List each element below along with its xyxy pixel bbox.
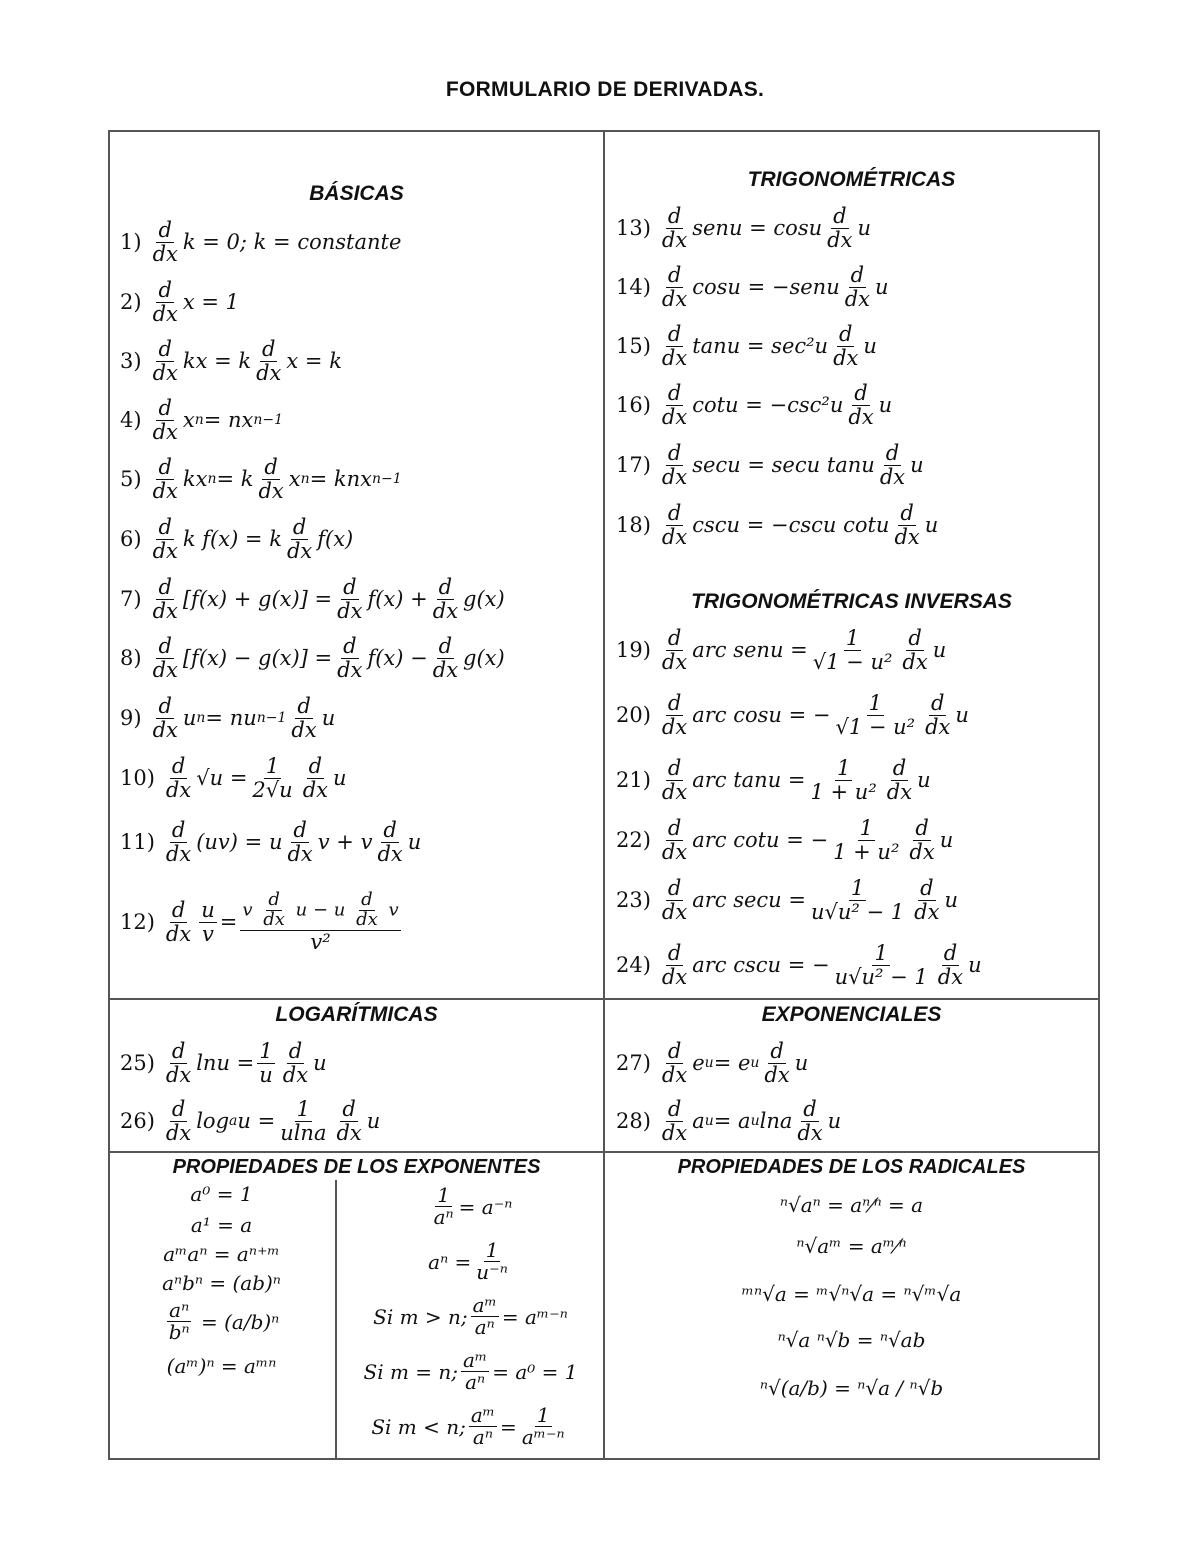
formula-21: 21) $\frac{d}{dx}$ arc tanu = $\frac{1}{\text{1 + u²}}$ $\frac{d}{dx}$ u [616,756,931,804]
formula-5: 5) $\frac{d}{dx}$ kx n = k $\frac{d}{dx}$ x n = knx n−1 [120,455,402,503]
heading-prop-exp: PROPIEDADES DE LOS EXPONENTES [172,1156,541,1178]
formula-17: 17) $\frac{d}{dx}$ secu = secu tanu $\frac{d}{dx}$ u [616,441,924,489]
formula-4: 4) $\frac{d}{dx}$ x n = nx n−1 [120,396,284,444]
formula-26: 26) $\frac{d}{dx}$ log a u = $\frac{1}{ulna}$ $\frac{d}{dx}$ u [120,1097,381,1145]
formula-24: 24) $\frac{d}{dx}$ arc cscu = − $\frac{1}{\text{u√u² − 1}}$ $\frac{d}{dx}$ u [616,941,982,989]
prop-exp-11: Si m < n; $\frac{\text{aᵐ}}{\text{aⁿ}}$ = $\frac{1}{\text{aᵐ⁻ⁿ}}$ [371,1403,565,1449]
heading-prop-rad: PROPIEDADES DE LOS RADICALES [677,1156,1026,1178]
prop-rad-4: ⁿ√a ⁿ√b = ⁿ√ab [777,1328,926,1352]
formula-9: 9) $\frac{d}{dx}$ u n = nu n−1 $\frac{d}{dx}$ u [120,694,336,742]
formula-sheet [108,130,1100,1460]
formula-11: 11) $\frac{d}{dx}$ (uv) = u $\frac{d}{dx}$ v + v $\frac{d}{dx}$ u [120,818,422,866]
formula-1: 1) $\frac{d}{dx}$ k = 0; k = constante [120,218,402,266]
formula-12: 12) $\frac{d}{dx}$ $\frac{u}{v}$ = v $\frac{d}{dx}$ u − u $\frac{d}{dx}$ v v² [120,889,399,954]
prop-rad-5: ⁿ√(a/b) = ⁿ√a / ⁿ√b [759,1376,944,1400]
prop-exp-7: $\frac{1}{\text{aⁿ}}$ = a⁻ⁿ [433,1183,513,1229]
heading-basicas: BÁSICAS [309,182,404,205]
formula-10: 10) $\frac{d}{dx}$ √u = $\frac{1}{2√u}$ $\frac{d}{dx}$ u [120,754,347,802]
formula-8: 8) $\frac{d}{dx}$ [f(x) − g(x)] = $\frac{d}{dx}$ f(x) − $\frac{d}{dx}$ g(x) [120,634,505,682]
formula-19: 19) $\frac{d}{dx}$ arc senu = $\frac{1}{\text{√1 − u²}}$ $\frac{d}{dx}$ u [616,626,947,674]
prop-exp-9: Si m > n; $\frac{\text{aᵐ}}{\text{aⁿ}}$ = aᵐ⁻ⁿ [373,1293,568,1339]
heading-trig: TRIGONOMÉTRICAS [747,168,956,191]
formula-14: 14) $\frac{d}{dx}$ cosu = −senu $\frac{d}{dx}$ u [616,263,889,311]
prop-exp-4: aⁿbⁿ = (ab)ⁿ [162,1271,281,1295]
formula-22: 22) $\frac{d}{dx}$ arc cotu = − $\frac{1}{\text{1 + u²}}$ $\frac{d}{dx}$ u [616,816,954,864]
formula-25: 25) $\frac{d}{dx}$ lnu = $\frac{1}{u}$ $\frac{d}{dx}$ u [120,1039,327,1087]
heading-log: LOGARÍTMICAS [275,1003,438,1026]
prop-exp-2: a¹ = a [190,1213,253,1237]
formula-16: 16) $\frac{d}{dx}$ cotu = −csc²u $\frac{d}{dx}$ u [616,381,893,429]
formula-28: 28) $\frac{d}{dx}$ a u = a u lna $\frac{d}{dx}$ u [616,1097,842,1145]
formula-27: 27) $\frac{d}{dx}$ e u = e u $\frac{d}{dx}$ u [616,1039,809,1087]
prop-rad-3: ᵐⁿ√a = ᵐ√ⁿ√a = ⁿ√ᵐ√a [741,1282,962,1306]
formula-6: 6) $\frac{d}{dx}$ k f(x) = k $\frac{d}{dx}$ f(x) [120,515,354,563]
prop-exp-10: Si m = n; $\frac{\text{aᵐ}}{\text{aⁿ}}$ = a⁰ = 1 [363,1348,578,1394]
formula-23: 23) $\frac{d}{dx}$ arc secu = $\frac{1}{\text{u√u² − 1}}$ $\frac{d}{dx}$ u [616,876,958,924]
prop-exp-1: a⁰ = 1 [190,1182,253,1206]
formula-3: 3) $\frac{d}{dx}$ kx = k $\frac{d}{dx}$ x = k [120,337,342,385]
prop-rad-2: ⁿ√aᵐ = aᵐ⁄ⁿ [796,1234,907,1258]
formula-13: 13) $\frac{d}{dx}$ senu = cosu $\frac{d}{dx}$ u [616,204,871,252]
formula-20: 20) $\frac{d}{dx}$ arc cosu = − $\frac{1}{\text{√1 − u²}}$ $\frac{d}{dx}$ u [616,691,969,739]
formula-2: 2) $\frac{d}{dx}$ x = 1 [120,278,240,326]
divider [335,1180,337,1460]
formula-18: 18) $\frac{d}{dx}$ cscu = −cscu cotu $\frac{d}{dx}$ u [616,501,939,549]
prop-exp-6: (aᵐ)ⁿ = aᵐⁿ [166,1354,277,1378]
prop-exp-3: aᵐaⁿ = aⁿ⁺ᵐ [163,1242,280,1266]
prop-exp-5: $\frac{\text{aⁿ}}{\text{bⁿ}}$ = (a/b)ⁿ [168,1298,280,1344]
prop-exp-8: aⁿ = $\frac{1}{\text{u⁻ⁿ}}$ [428,1238,508,1284]
prop-rad-1: ⁿ√aⁿ = aⁿ⁄ⁿ = a [779,1193,924,1217]
formula-7: 7) $\frac{d}{dx}$ [f(x) + g(x)] = $\frac{d}{dx}$ f(x) + $\frac{d}{dx}$ g(x) [120,575,505,623]
heading-trig-inv: TRIGONOMÉTRICAS INVERSAS [691,590,1012,613]
formula-15: 15) $\frac{d}{dx}$ tanu = sec²u $\frac{d}{dx}$ u [616,322,877,370]
heading-exp: EXPONENCIALES [761,1003,942,1026]
page-title: FORMULARIO DE DERIVADAS. [445,78,765,101]
